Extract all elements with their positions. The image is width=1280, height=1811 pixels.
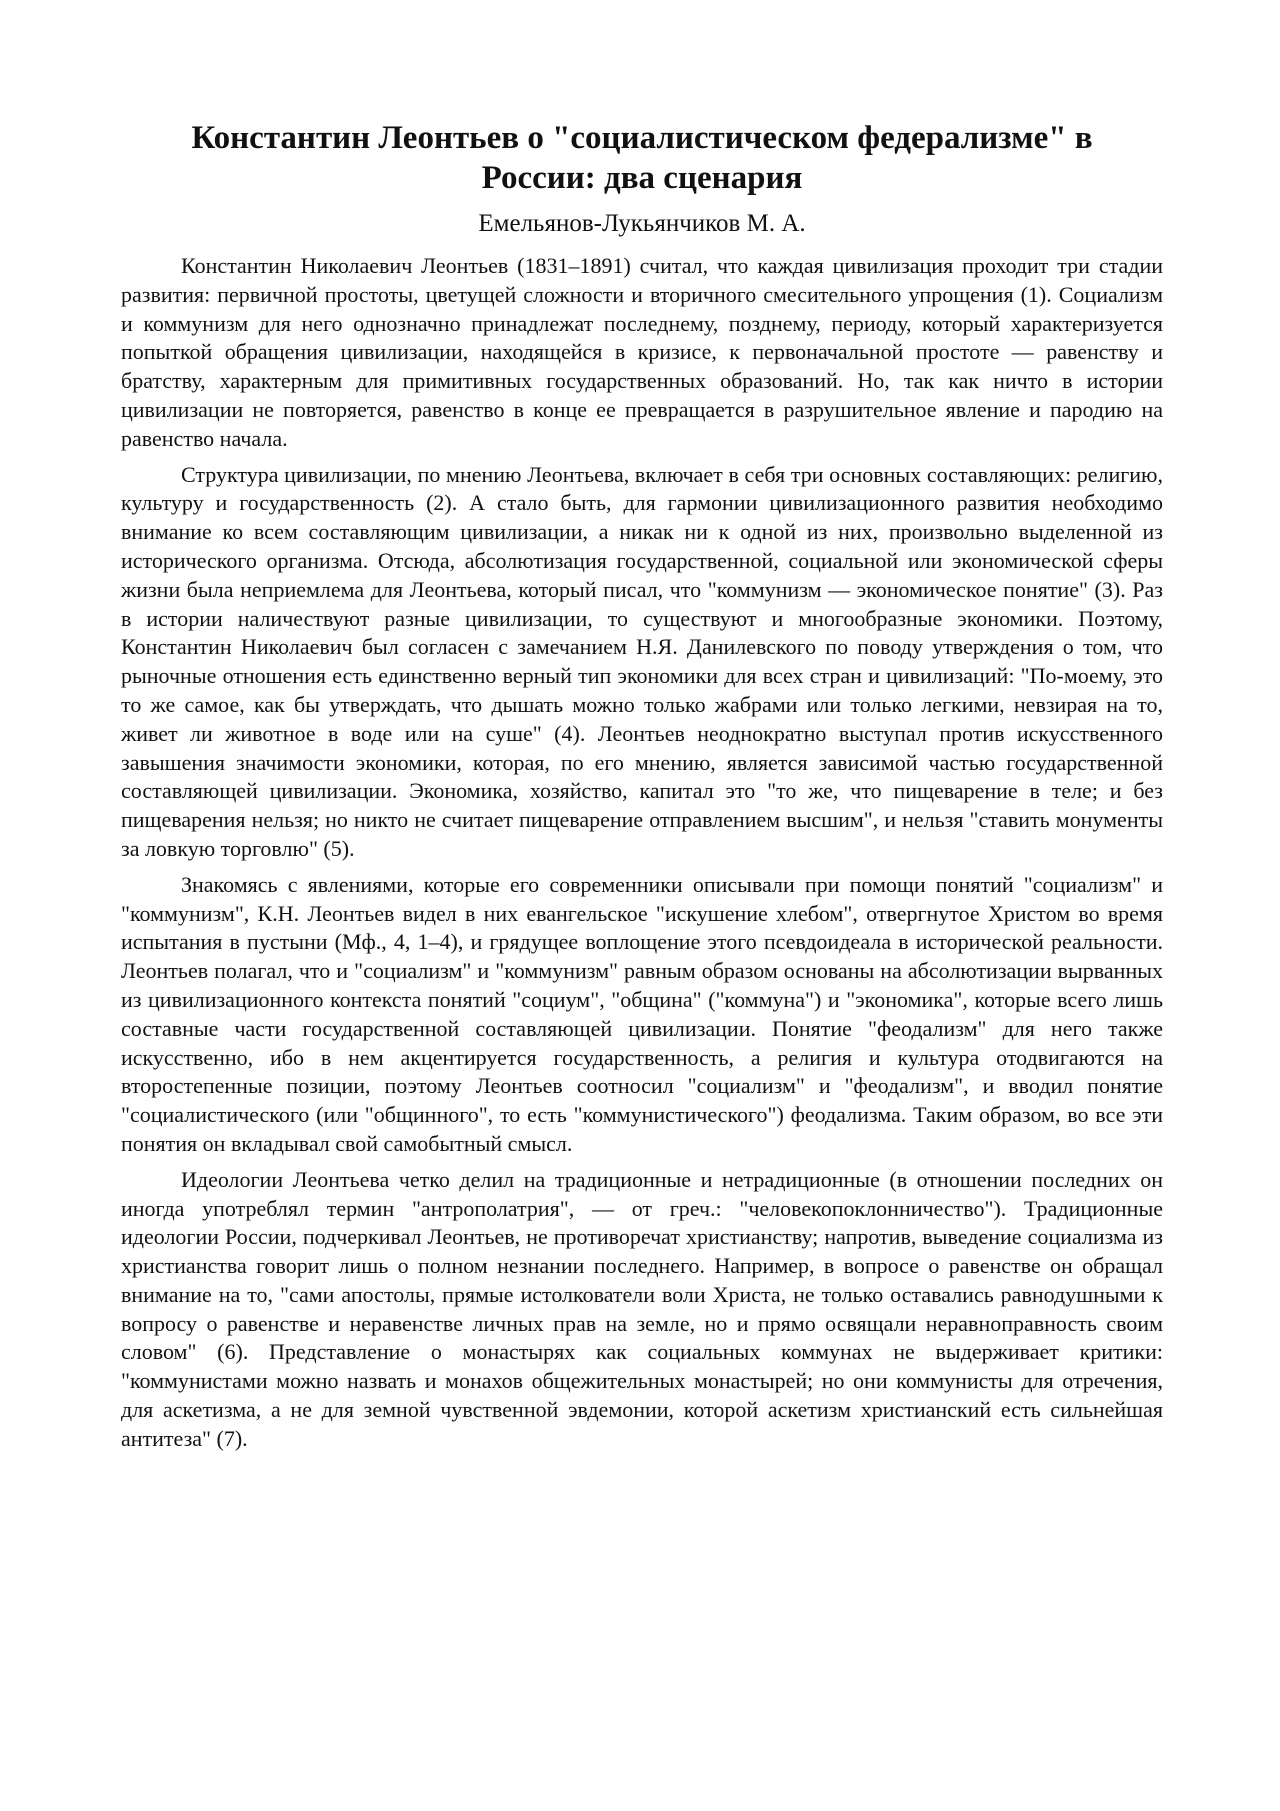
paragraph-4: Идеологии Леонтьева четко делил на традиционные и нетрадиционные (в отношении последних он иногда употреблял термин "антрополатрия", — от греч.: "человекопоклонничество"). Традиционные идеологии России, подчеркивал Леонтьев, не противоречат христианству; напротив, выведение социализма из христианства говорит лишь о полном незнании последнего. Например, в вопросе о равенстве он обращал внимание на то, "сами апостолы, прямые истолкователи воли Христа, не только оставались равнодушными к вопросу о равенстве и неравенстве личных прав на земле, но и прямо освящали неравноправность своим словом" (6). Представление о монастырях как социальных коммунах не выдерживает критики: "коммунистами можно назвать и монахов общежительных монастырей; но они коммунисты для отречения, для аскетизма, а не для земной чувственной эвдемонии, которой аскетизм христианский есть сильнейшая антитеза" (7). — [121, 1166, 1163, 1451]
document-title — [121, 118, 1163, 198]
title-line-2: России: два сценария — [481, 160, 803, 196]
paragraph-1: Константин Николаевич Леонтьев (1831–1891) считал, что каждая цивилизация проходит три стадии развития: первичной простоты, цветущей сложности и вторичного смесительного упрощения (1). Социализм и коммунизм для него однозначно принадлежат последнему, позднему, периоду, который характеризуется попыткой обращения цивилизации, находящейся в кризисе, к первоначальной простоте — равенству и братству, характерным для примитивных государственных образований. Но, так как ничто в истории цивилизации не повторяется, равенство в конце ее превращается в разрушительное явление и пародию на равенство начала. — [121, 253, 1163, 451]
paragraph-2: Структура цивилизации, по мнению Леонтьева, включает в себя три основных составляющих: религию, культуру и государственность (2). А стало быть, для гармонии цивилизационного развития необходимо внимание ко всем составляющим цивилизации, а никак ни к одной из них, произвольно выделенной из исторического организма. Отсюда, абсолютизация государственной, социальной или экономической сферы жизни была неприемлема для Леонтьева, который писал, что "коммунизм — экономическое понятие" (3). Раз в истории наличествуют разные цивилизации, то существуют и многообразные экономики. Поэтому, Константин Николаевич был согласен с замечанием Н.Я. Данилевского по поводу утверждения о том, что рыночные отношения есть единственно верный тип экономики для всех стран и цивилизаций: "По-моему, это то же самое, как бы утверждать, что дышать можно только жабрами или только легкими, невзирая на то, живет ли животное в воде или на суше" (4). Леонтьев неоднократно выступал против искусственного завышения значимости экономики, которая, по его мнению, является зависимой частью государственной составляющей цивилизации. Экономика, хозяйство, капитал это "то же, что пищеварение в теле; и без пищеварения нельзя; но никто не считает пищеварение отправлением высшим", и нельзя "ставить монументы за ловкую торговлю" (5). — [121, 461, 1163, 861]
document-page — [121, 118, 1163, 1461]
title-line-1: Константин Леонтьев о "социалистическом федерализме" в — [191, 120, 1093, 156]
paragraph-3: Знакомясь с явлениями, которые его современники описывали при помощи понятий "социализм" и "коммунизм", К.Н. Леонтьев видел в них евангельское "искушение хлебом", отвергнутое Христом во время испытания в пустыни (Мф., 4, 1–4), и грядущее воплощение этого псевдоидеала в исторической реальности. Леонтьев полагал, что и "социализм" и "коммунизм" равным образом основаны на абсолютизации вырванных из цивилизационного контекста понятий "социум", "община" ("коммуна") и "экономика", которые всего лишь составные части государственной составляющей цивилизации. Понятие "феодализм" для него также искусственно, ибо в нем акцентируется государственность, а религия и культура отодвигаются на второстепенные позиции, поэтому Леонтьев соотносил "социализм" и "феодализм", и вводил понятие "социалистического (или "общинного", то есть "коммунистического") феодализма. Таким образом, во все эти понятия он вкладывал свой самобытный смысл. — [121, 871, 1163, 1156]
author-name: Емельянов-Лукьянчиков М. А. — [478, 210, 806, 237]
